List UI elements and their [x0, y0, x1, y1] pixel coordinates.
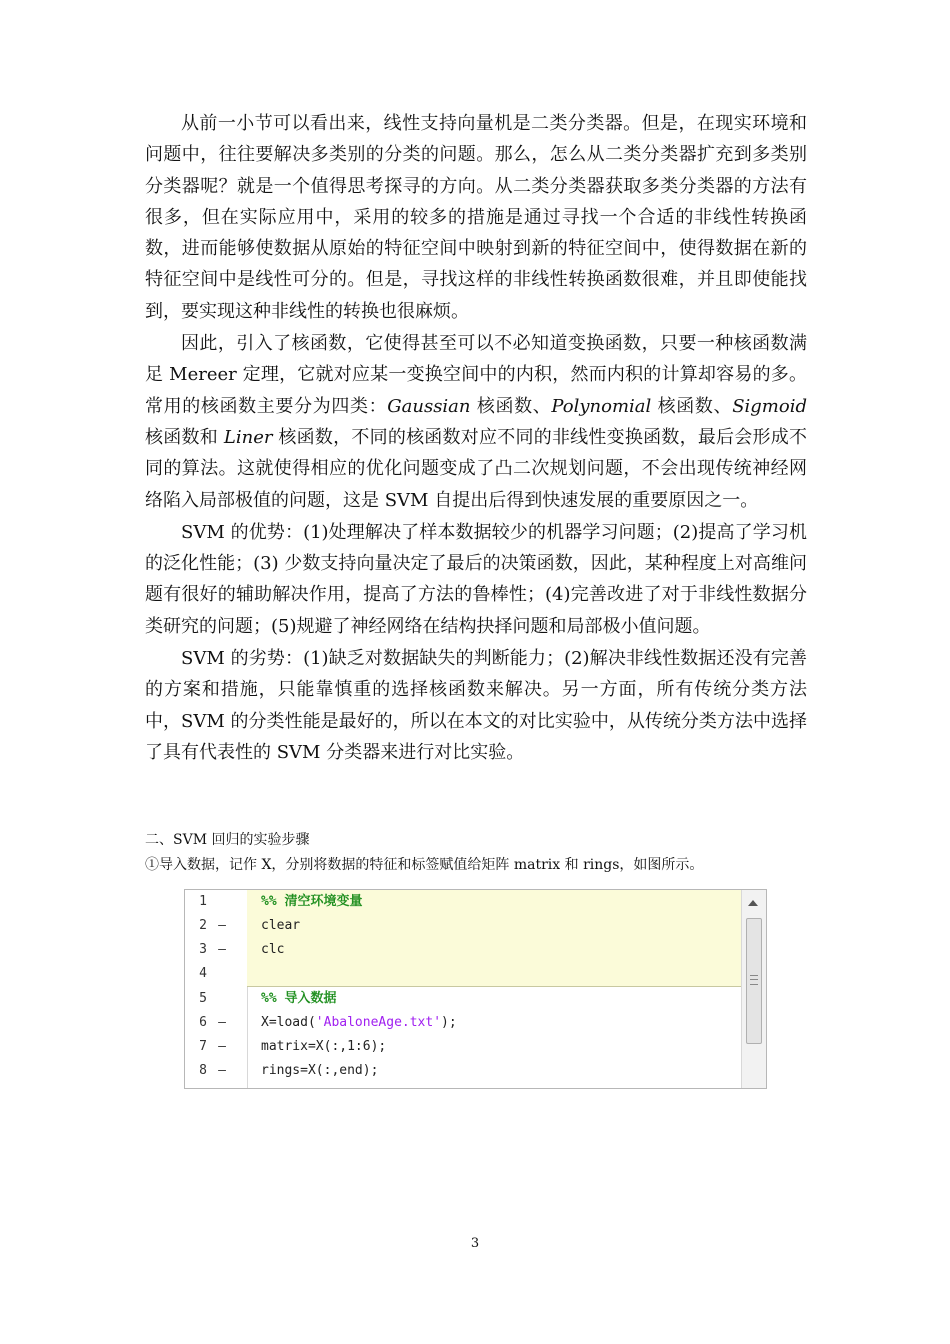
code-text — [261, 1011, 457, 1035]
kernel-text-2: 核函数、 — [470, 395, 552, 417]
code-text: matrix=X(:,1:6); — [261, 1039, 387, 1054]
code-line — [185, 890, 743, 914]
code-text: rings=X(:,end); — [261, 1063, 379, 1078]
line-number: 1 — [199, 894, 207, 909]
breakpoint-marker: – — [218, 942, 226, 957]
section-heading: 二、SVM 回归的实验步骤 — [145, 832, 310, 848]
vertical-scrollbar[interactable] — [741, 890, 766, 1088]
paragraph-svm-advantages: SVM 的优势：(1)处理解决了样本数据较少的机器学习问题；(2)提高了学习机的泛化性能；(3) 少数支持向量决定了最后的决策函数，因此，某种程度上对高维问题有很好的辅助解决作用，提高了方法的鲁棒性；(4)完善改进了对于非线性数据分类研究的问题；(5)规避了神经网络在结构抉择问题和局部极小值问题。 — [145, 521, 807, 637]
line-number: 6 — [199, 1015, 207, 1030]
kernel-text-1: 因此，引入了核函数，它使得甚至可以不必知道变换函数，只要一种核函数满足 Mereer 定理，它就对应某一变换空间中的内积，然而内积的计算却容易的多。常用的核函数主要分为四类： — [145, 333, 807, 417]
body-text — [145, 108, 807, 769]
scroll-up-arrow-icon[interactable] — [748, 900, 758, 906]
breakpoint-marker: – — [218, 918, 226, 933]
kernel-text-3: 核函数、 — [651, 395, 733, 417]
grip-icon — [750, 975, 758, 985]
code-line — [185, 1035, 743, 1059]
line-number: 8 — [199, 1063, 207, 1078]
code-line — [185, 1011, 743, 1035]
breakpoint-marker: – — [218, 1039, 226, 1054]
code-line — [185, 938, 743, 962]
line-number: 5 — [199, 991, 207, 1006]
line-number: 3 — [199, 942, 207, 957]
kernel-text-4: 核函数和 — [145, 426, 224, 448]
code-line — [185, 987, 743, 1011]
step-1-text: ①导入数据，记作 X，分别将数据的特征和标签赋值给矩阵 matrix 和 rings，如图所示。 — [145, 857, 704, 873]
code-text: clc — [261, 942, 285, 957]
breakpoint-marker: – — [218, 1015, 226, 1030]
code-string: 'AbaloneAge.txt' — [315, 1015, 442, 1030]
code-line — [185, 1059, 743, 1083]
code-text: clear — [261, 918, 301, 933]
kernel-liner: Liner — [223, 426, 273, 448]
paragraph-nonlinear-mapping: 从前一小节可以看出来，线性支持向量机是二类分类器。但是，在现实环境和问题中，往往要解决多类别的分类的问题。那么，怎么从二类分类器扩充到多类别分类器呢？就是一个值得思考探寻的方向。从二类分类器获取多类分类器的方法有很多，但在实际应用中，采用的较多的措施是通过寻找一个合适的非线性转换函数，进而能够使数据从原始的特征空间中映射到新的特征空间中，使得数据在新的特征空间中是线性可分的。但是，寻找这样的非线性转换函数很难，并且即使能找到，要实现这种非线性的转换也很麻烦。 — [145, 113, 807, 322]
code-line — [185, 914, 743, 938]
line-number: 7 — [199, 1039, 207, 1054]
kernel-text-5: 核函数，不同的核函数对应不同的非线性变换函数，最后会形成不同的算法。这就使得相应的优化问题变成了凸二次规划问题，不会出现传统神经网络陷入局部极值的问题，这是 SVM 自提出后得到快速发展的重要原因之一。 — [145, 426, 807, 511]
line-number: 4 — [199, 966, 207, 981]
code-comment: %% 清空环境变量 — [261, 894, 363, 909]
code-editor-screenshot — [184, 889, 767, 1089]
kernel-sigmoid: Sigmoid — [732, 395, 807, 417]
kernel-gaussian: Gaussian — [387, 395, 471, 417]
scroll-thumb[interactable] — [746, 918, 762, 1044]
paragraph-svm-disadvantages: SVM 的劣势：(1)缺乏对数据缺失的判断能力；(2)解决非线性数据还没有完善的方案和措施，只能靠慎重的选择核函数来解决。另一方面，所有传统分类方法中，SVM 的分类性能是最好的，所以在本文的对比实验中，从传统分类方法中选择了具有代表性的 SVM 分类器来进行对比实验。 — [145, 648, 807, 763]
breakpoint-marker: – — [218, 1063, 226, 1078]
paragraph-kernel-functions — [145, 328, 807, 516]
code-comment: %% 导入数据 — [261, 991, 337, 1006]
code-text-post: ); — [441, 1015, 457, 1030]
code-text-pre: X=load( — [261, 1015, 316, 1030]
code-line — [185, 962, 743, 986]
line-number: 2 — [199, 918, 207, 933]
page-number: 3 — [470, 1236, 480, 1251]
kernel-polynomial: Polynomial — [551, 395, 652, 417]
